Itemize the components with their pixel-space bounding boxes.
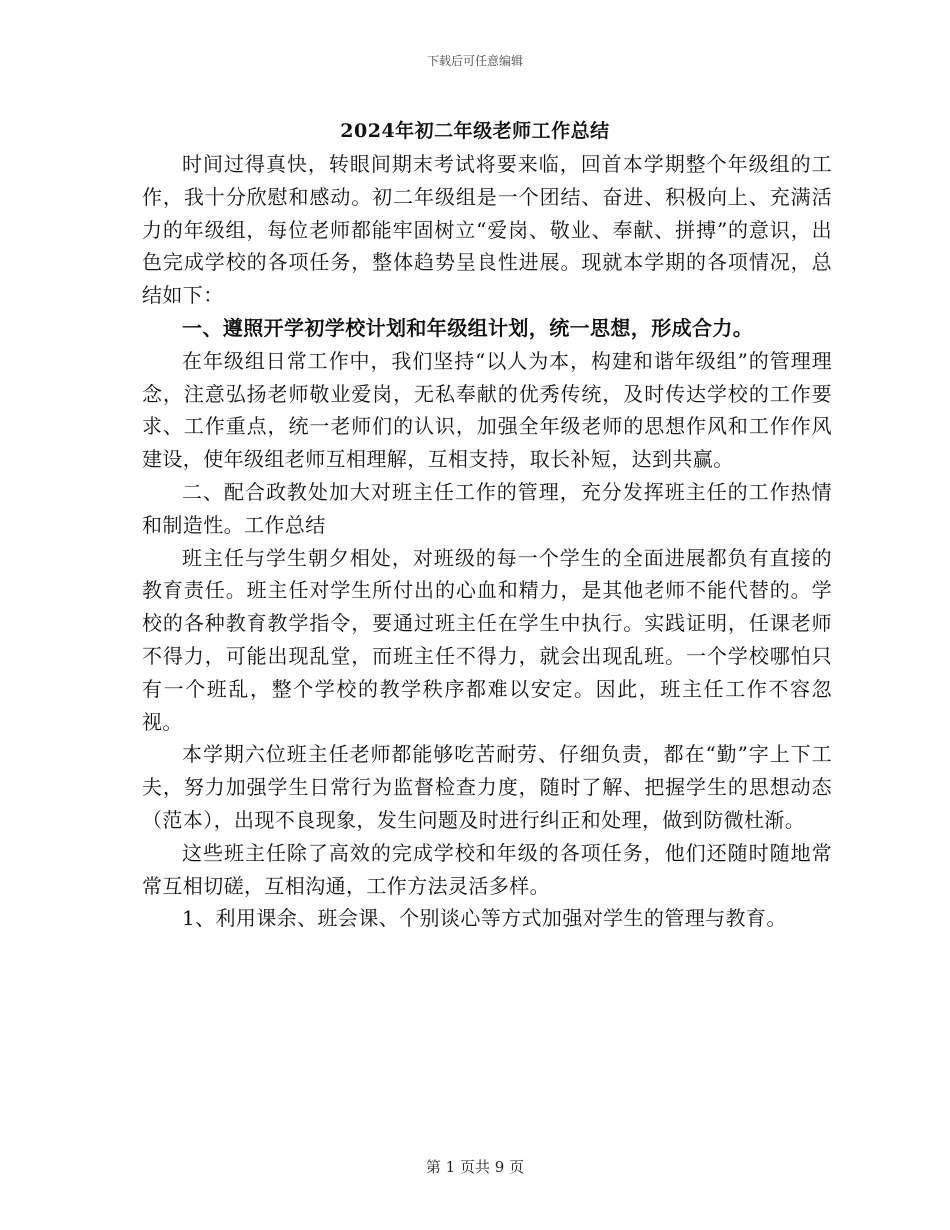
page-footer: 第 1 页共 9 页: [425, 1158, 525, 1176]
page-header: 下载后可任意编辑: [426, 54, 523, 68]
section-heading-1: 一、遵照开学初学校计划和年级组计划，统一思想，形成合力。: [182, 315, 754, 340]
list-item-1: 1、利用课余、班会课、个别谈心等方式加强对学生的管理与教育。: [182, 906, 787, 931]
paragraph-head-teacher: 班主任与学生朝夕相处，对班级的每一个学生的全面进展都负有直接的教育责任。班主任对学生所付出的心血和精力，是其他老师不能代替的。学校的各种教育教学指令，要通过班主任在学生中执行。实践证明，任课老师不得力，可能出现乱堂，而班主任不得力，就会出现乱班。一个学校哪怕只有一个班乱，整个学校的教学秩序都难以安定。因此，班主任工作不容忽视。: [142, 545, 832, 734]
paragraph-six-teachers: 本学期六位班主任老师都能够吃苦耐劳、仔细负责，都在“勤”字上下工夫，努力加强学生日常行为监督检查力度，随时了解、把握学生的思想动态（范本），出现不良现象，发生问题及时进行纠正和处理，做到防微杜渐。: [142, 742, 832, 832]
section-heading-2: 二、配合政教处加大对班主任工作的管理，充分发挥班主任的工作热情和制造性。工作总结: [142, 479, 832, 537]
paragraph-intro: 时间过得真快，转眼间期末考试将要来临，回首本学期整个年级组的工作，我十分欣慰和感动。初二年级组是一个团结、奋进、积极向上、充满活力的年级组，每位老师都能牢固树立“爱岗、敬业、奉献、拼搏”的意识，出色完成学校的各项任务，整体趋势呈良性进展。现就本学期的各项情况，总结如下：: [142, 152, 832, 308]
paragraph-methods: 这些班主任除了高效的完成学校和年级的各项任务，他们还随时随地常常互相切磋，互相沟通，工作方法灵活多样。: [142, 840, 832, 898]
paragraph-management: 在年级组日常工作中，我们坚持“以人为本，构建和谐年级组”的管理理念，注意弘扬老师敬业爱岗，无私奉献的优秀传统，及时传达学校的工作要求、工作重点，统一老师们的认识，加强全年级老师的思想作风和工作作风建设，使年级组老师互相理解，互相支持，取长补短，达到共赢。: [142, 348, 832, 472]
document-title: 2024年初二年级老师工作总结: [340, 120, 610, 142]
document-body: [142, 148, 832, 935]
